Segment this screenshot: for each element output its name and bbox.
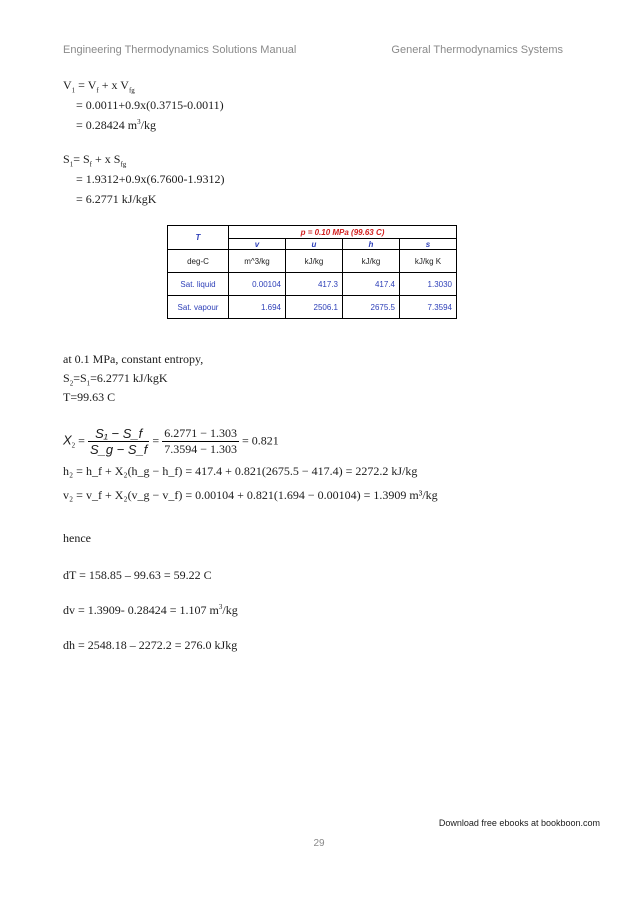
table-cell: 1.694 xyxy=(229,296,286,319)
quality-fraction-symbolic: $\frac{\text{S₁ − S\_f}}{S\_g - S\_f}$ xyxy=(89,426,148,457)
table-cell: 0.00104 xyxy=(229,273,286,296)
dv-equation: dv = 1.3909- 0.28424 = 1.107 $m^3/kg$ xyxy=(63,603,238,617)
volume-equation: v₂ = v_f + X₂(v_g − v_f) = 0.00104 + 0.821(1.694 − 0.00104) = 1.3909 m³/kg xyxy=(63,488,438,502)
col-u-header: u xyxy=(286,239,343,250)
unit-cell: kJ/kg xyxy=(286,250,343,273)
steam-table xyxy=(167,225,457,319)
download-link[interactable]: Download free ebooks at bookboon.com xyxy=(438,818,600,828)
table-cell: 417.3 xyxy=(286,273,343,296)
v1-equation: $V_1 = V_f + x$ $V_{fg}$ xyxy=(63,78,135,95)
table-cell: 2506.1 xyxy=(286,296,343,319)
dt-equation: dT = 158.85 – 99.63 = 59.22 C xyxy=(63,568,212,582)
unit-cell: kJ/kg xyxy=(343,250,400,273)
header-left-title: Engineering Thermodynamics Solutions Manual xyxy=(63,44,297,56)
col-temperature-header: T xyxy=(168,226,229,250)
dh-equation: dh = 2548.18 – 2272.2 = 276.0 kJkg xyxy=(63,638,238,652)
unit-cell: kJ/kg K xyxy=(400,250,457,273)
enthalpy-equation: h₂ = h_f + X₂(h_g − h_f) = 417.4 + 0.821(2675.5 − 417.4) = 2272.2 kJ/kg xyxy=(63,464,418,478)
unit-cell: deg-C xyxy=(168,250,229,273)
row-label: Sat. liquid xyxy=(168,273,229,296)
s1-substitution: = 1.9312+0.9x(6.7600-1.9312) xyxy=(76,172,225,186)
quality-fraction-numeric: $\frac{6.2771 - 1.303}{7.3594 - 1.303}$ xyxy=(164,426,237,456)
s1-result: = 6.2771 kJ/kgK xyxy=(76,192,157,206)
table-cell: 2675.5 xyxy=(343,296,400,319)
s1-equation: $S_1= S_f + x$ $S_{fg}$ xyxy=(63,152,127,169)
table-row xyxy=(168,273,457,296)
state-note: at 0.1 MPa, constant entropy, xyxy=(63,352,204,366)
col-v-header: v xyxy=(229,239,286,250)
v1-result: = 0.28424 $m^3/kg$ xyxy=(76,118,156,132)
v1-substitution: = 0.0011+0.9x(0.3715-0.0011) xyxy=(76,98,224,112)
table-cell: 1.3030 xyxy=(400,273,457,296)
page-number: 29 xyxy=(313,838,325,849)
s2-equation: $S_2=S_1=6.2771$ kJ/kgK xyxy=(63,371,168,388)
table-title: p = 0.10 MPa (99.63 C) xyxy=(229,226,457,239)
row-label: Sat. vapour xyxy=(168,296,229,319)
table-row xyxy=(168,296,457,319)
header-right-title: General Thermodynamics Systems xyxy=(391,44,563,56)
col-h-header: h xyxy=(343,239,400,250)
temperature-line: T=99.63 C xyxy=(63,390,116,404)
quality-equation: $X_2$ = $\frac{\text{S₁ − S\_f}}{S\_g - S\_f}$ = $\frac{6.2771 - 1.303}{7.3594 - 1.303}$ = 0.821 xyxy=(63,426,279,457)
unit-cell: m^3/kg xyxy=(229,250,286,273)
table-cell: 417.4 xyxy=(343,273,400,296)
hence-label: hence xyxy=(63,531,91,545)
col-s-header: s xyxy=(400,239,457,250)
table-cell: 7.3594 xyxy=(400,296,457,319)
